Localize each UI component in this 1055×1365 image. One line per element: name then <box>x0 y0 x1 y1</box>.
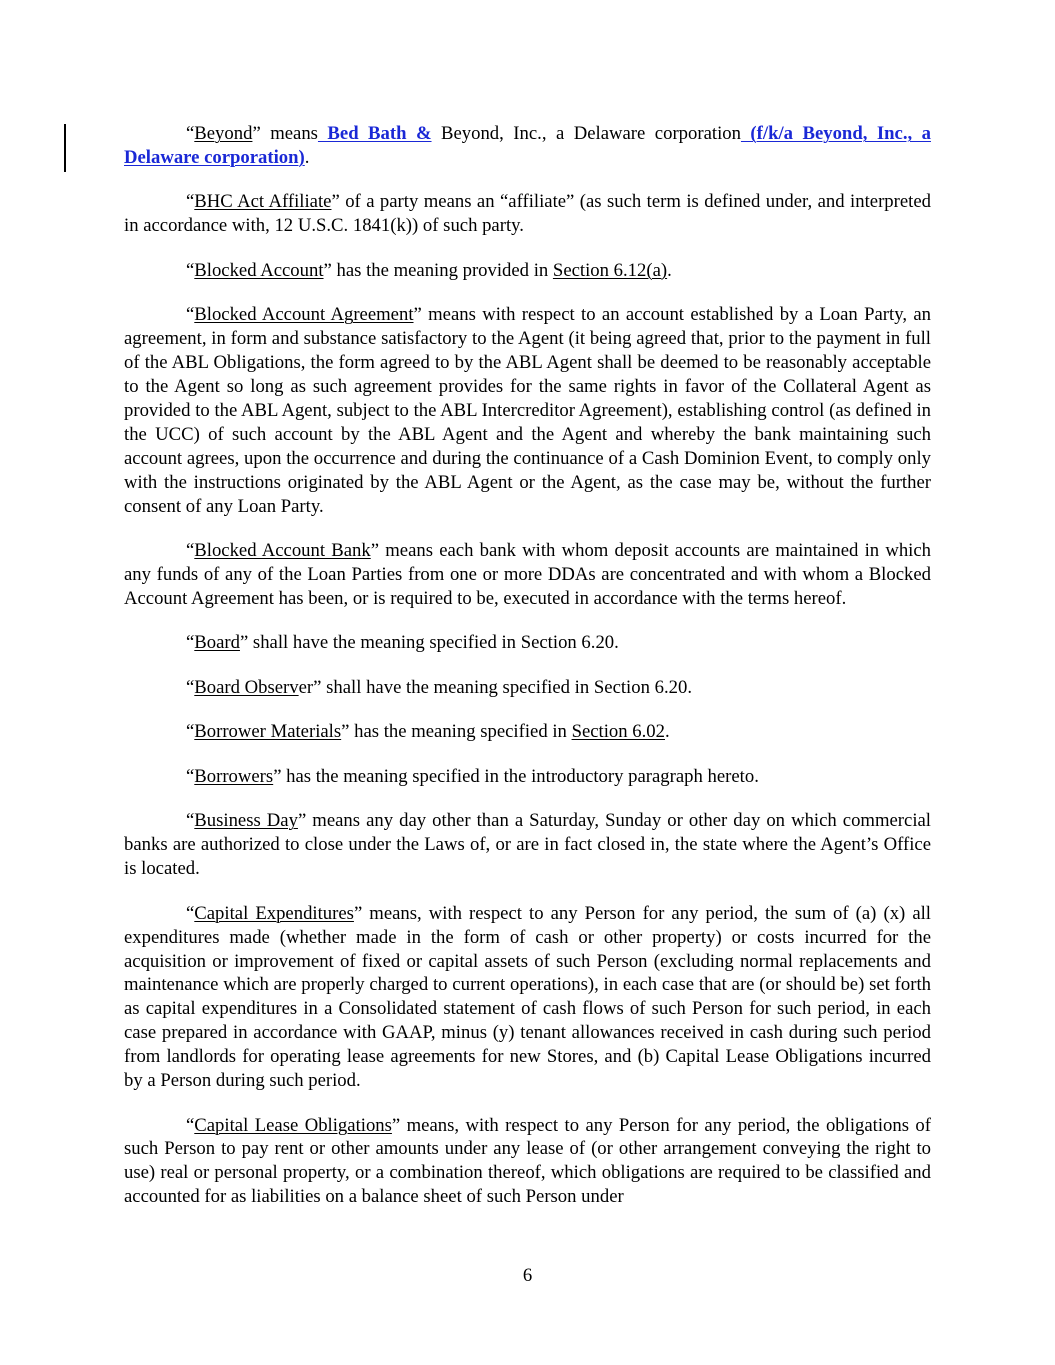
page-number: 6 <box>522 1265 533 1286</box>
defined-term: Beyond <box>194 123 253 144</box>
defined-term: Board <box>194 632 240 654</box>
section-reference: Section 6.12(a) <box>552 259 668 281</box>
document-page <box>124 122 931 1230</box>
definition-blocked-account-bank: “Blocked Account Bank” means each bank with whom deposit accounts are maintained in which any funds of any of the Loan Parties from one or more DDAs are concentrated and with whom a Blocked Account Agreement has been, or is required to be, executed in accordance with the terms hereof. <box>124 540 932 609</box>
definition-beyond: “Beyond” means Bed Bath & Beyond, Inc., a Delaware corporation (f/k/a Beyond, Inc., a Delaware corporation). <box>124 123 931 168</box>
definition-bhc-act-affiliate: “BHC Act Affiliate” of a party means an “affiliate” (as such term is defined under, and interpreted in accordance with, 12 U.S.C. 1841(k)) of such party. <box>124 191 931 237</box>
defined-term: Blocked Account Bank <box>194 540 371 562</box>
definition-borrower-materials: “Borrower Materials” has the meaning specified in Section 6.02. <box>186 721 670 743</box>
defined-term: Blocked Account <box>194 259 324 281</box>
defined-term: Capital Lease Obligations <box>194 1114 392 1136</box>
definition-capital-lease-obligations: “Capital Lease Obligations” means, with respect to any Person for any period, the obligations of such Person to pay rent or other amounts under any lease of (or other arrangement conveying the right to use) real or personal property, or a combination thereof, which obligations are required to be classified and accounted for as liabilities on a balance sheet of such Person under <box>124 1114 931 1208</box>
inserted-text: (f/k/a Beyond, Inc., a Delaware corporation) <box>124 123 931 168</box>
defined-term: Blocked Account Agreement <box>194 304 414 326</box>
defined-term: Borrower Materials <box>194 721 342 743</box>
definition-business-day: “Business Day” means any day other than a Saturday, Sunday or other day on which commercial banks are authorized to close under the Laws of, or are in fact closed in, the state where the Agent’s Office is located. <box>124 810 931 880</box>
definition-borrowers: “Borrowers” has the meaning specified in the introductory paragraph hereto. <box>186 765 759 787</box>
change-bar <box>64 124 66 172</box>
definition-board-observer: “Board Observer” shall have the meaning specified in Section 6.20. <box>186 676 692 698</box>
inserted-text: Bed Bath & <box>317 123 432 144</box>
section-reference: Section 6.02 <box>571 721 665 743</box>
defined-term: Board Observ <box>194 676 299 698</box>
definition-capital-expenditures: “Capital Expenditures” means, with respect to any Person for any period, the sum of (a) (x) all expenditures made (whether made in the form of cash or other property) or costs incurred for the acquisition or improvement of fixed or capital assets of such Person (excluding normal replacements and maintenance which are properly charged to current operations), in each case that are (or should be) set forth as capital expenditures in a Consolidated statement of cash flows of such Person for such period, in each case prepared in accordance with GAAP, minus (y) tenant allowances received in cash during such period from landlords for operating lease agreements for new Stores, and (b) Capital Lease Obligations incurred by a Person during such period. <box>124 902 931 1092</box>
defined-term: Business Day <box>194 810 298 832</box>
definition-blocked-account: “Blocked Account” has the meaning provided in Section 6.12(a). <box>186 259 672 281</box>
defined-term: BHC Act Affiliate <box>194 191 332 213</box>
defined-term: Borrowers <box>194 765 274 787</box>
defined-term: Capital Expenditures <box>194 902 354 924</box>
definition-blocked-account-agreement: “Blocked Account Agreement” means with respect to an account established by a Loan Party, an agreement, in form and substance satisfactory to the Agent (it being agreed that, prior to the payment in full of the ABL Obligations, the form agreed to by the ABL Agent shall be deemed to be reasonably acceptable to the Agent so long as such agreement provides for the same rights in favor of the Collateral Agent as provided to the ABL Agent, subject to the ABL Intercreditor Agreement), establishing control (as defined in the UCC) of such account by the ABL Agent and the Agent and whereby the bank maintaining such account agrees, upon the occurrence and during the continuance of a Cash Dominion Event, to comply only with the instructions originated by the ABL Agent or the Agent, as the case may be, without the further consent of any Loan Party. <box>124 304 931 517</box>
definition-board: “Board” shall have the meaning specified in Section 6.20. <box>186 632 619 654</box>
